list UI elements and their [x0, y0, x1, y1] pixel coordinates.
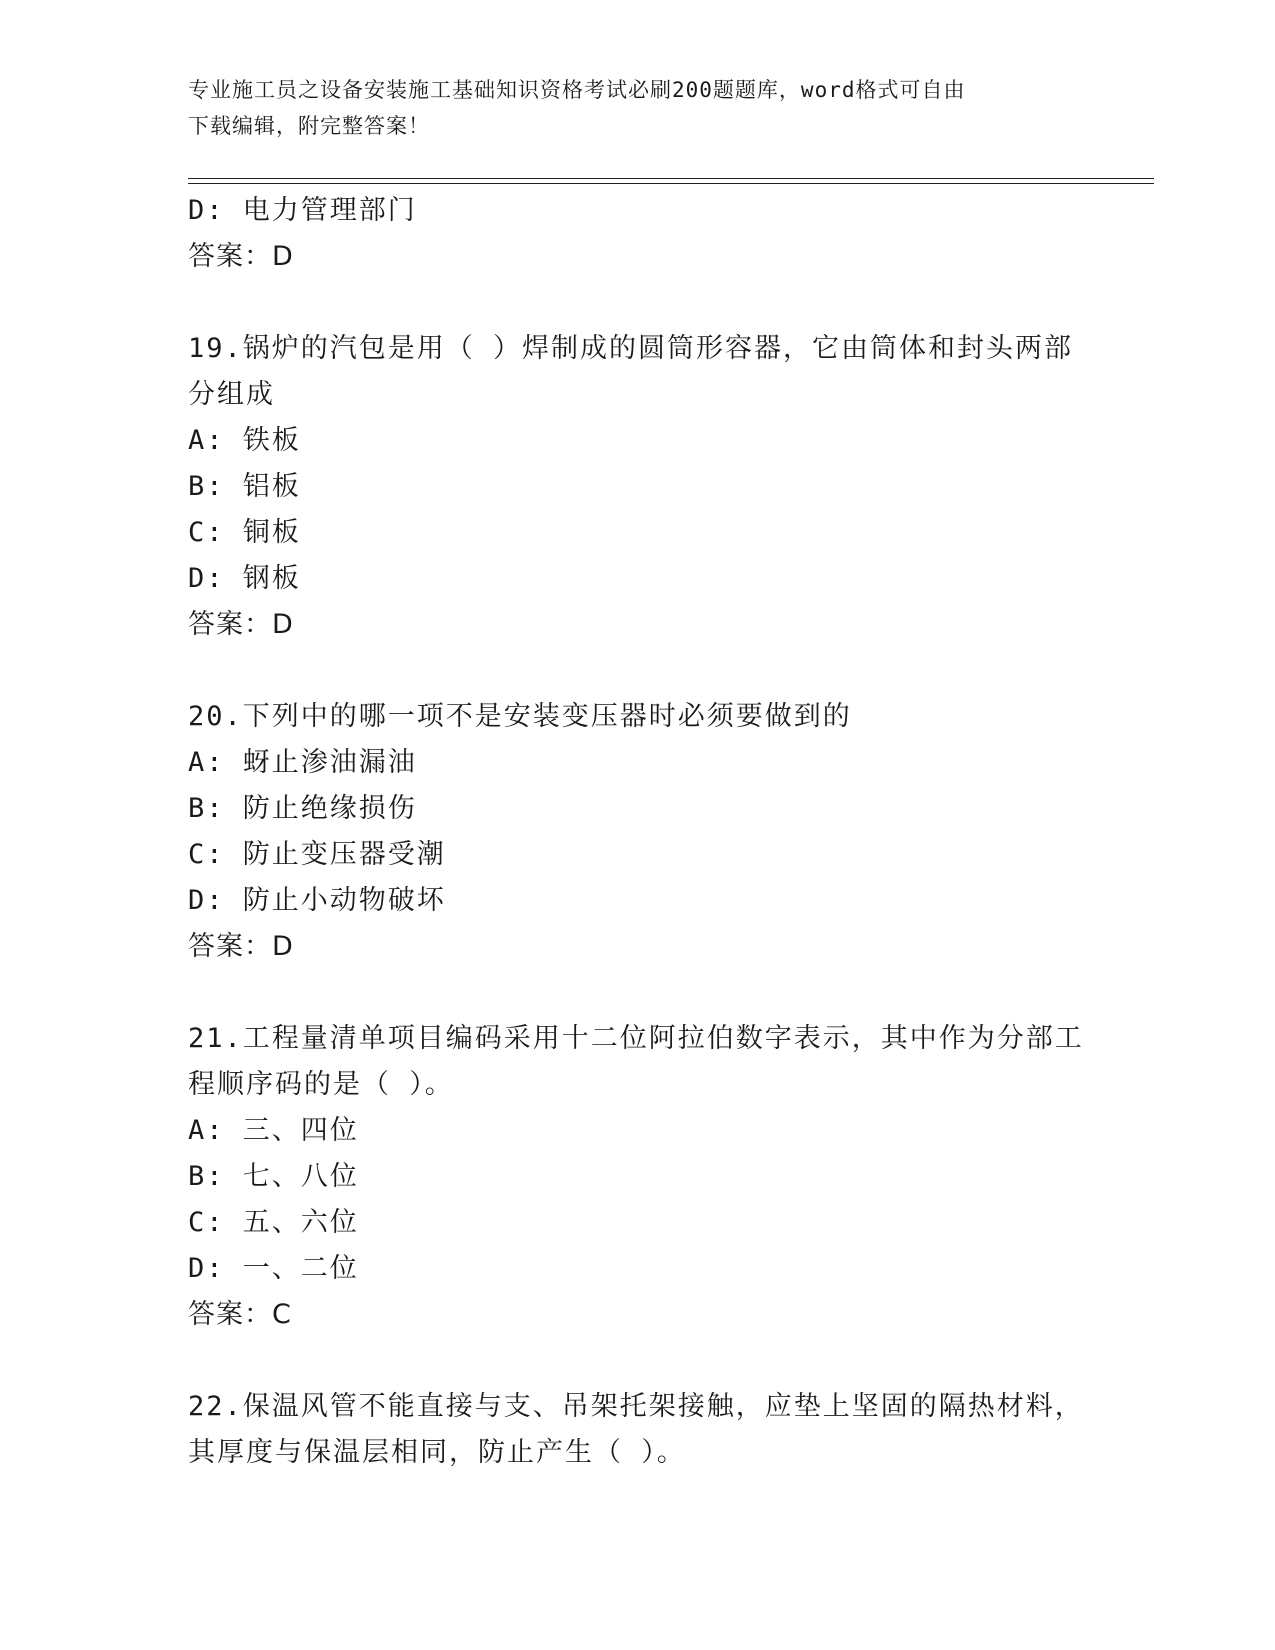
option-c: C: 防止变压器受潮	[188, 839, 446, 870]
answer-line: 答案：D	[188, 609, 294, 640]
option-d: D: 防止小动物破坏	[188, 885, 446, 916]
question-stem: 22.保温风管不能直接与支、吊架托架接触，应垫上坚固的隔热材料，	[188, 1391, 1084, 1422]
option-d: D: 一、二位	[188, 1253, 359, 1284]
question-stem: 20.下列中的哪一项不是安装变压器时必须要做到的	[188, 701, 852, 732]
answer-line: 答案：C	[188, 1299, 292, 1330]
option-d: D: 钢板	[188, 563, 301, 594]
question-stem-cont: 程顺序码的是（ ）。	[188, 1069, 454, 1100]
option-c: C: 五、六位	[188, 1207, 359, 1238]
spacer	[188, 1338, 1088, 1384]
option-b: B: 铝板	[188, 471, 301, 502]
option-b: B: 七、八位	[188, 1161, 359, 1192]
question-stem-cont: 其厚度与保温层相同，防止产生（ ）。	[188, 1437, 686, 1468]
question-stem-cont: 分组成	[188, 379, 275, 410]
question-20	[188, 694, 1088, 970]
option-c: C: 铜板	[188, 517, 301, 548]
question-21	[188, 1016, 1088, 1338]
question-stem: 19.锅炉的汽包是用（ ）焊制成的圆筒形容器，它由筒体和封头两部	[188, 333, 1074, 364]
spacer	[188, 648, 1088, 694]
header-divider-top	[188, 178, 1154, 179]
option-d: D: 电力管理部门	[188, 195, 417, 226]
question-stem: 21.工程量清单项目编码采用十二位阿拉伯数字表示，其中作为分部工	[188, 1023, 1084, 1054]
question-list	[188, 188, 1088, 1476]
option-b: B: 防止绝缘损伤	[188, 793, 417, 824]
question-22	[188, 1384, 1088, 1476]
answer-line: 答案：D	[188, 241, 294, 272]
question-19	[188, 326, 1088, 648]
previous-question-tail	[188, 188, 1088, 280]
header-line-2: 下载编辑，附完整答案！	[188, 114, 430, 138]
header-divider-bottom	[188, 183, 1154, 184]
answer-line: 答案：D	[188, 931, 294, 962]
option-a: A: 三、四位	[188, 1115, 359, 1146]
option-a: A: 蚜止渗油漏油	[188, 747, 417, 778]
spacer	[188, 970, 1088, 1016]
document-header	[188, 72, 1068, 144]
option-a: A: 铁板	[188, 425, 301, 456]
header-line-1: 专业施工员之设备安装施工基础知识资格考试必刷200题题库，word格式可自由	[188, 78, 966, 102]
spacer	[188, 280, 1088, 326]
